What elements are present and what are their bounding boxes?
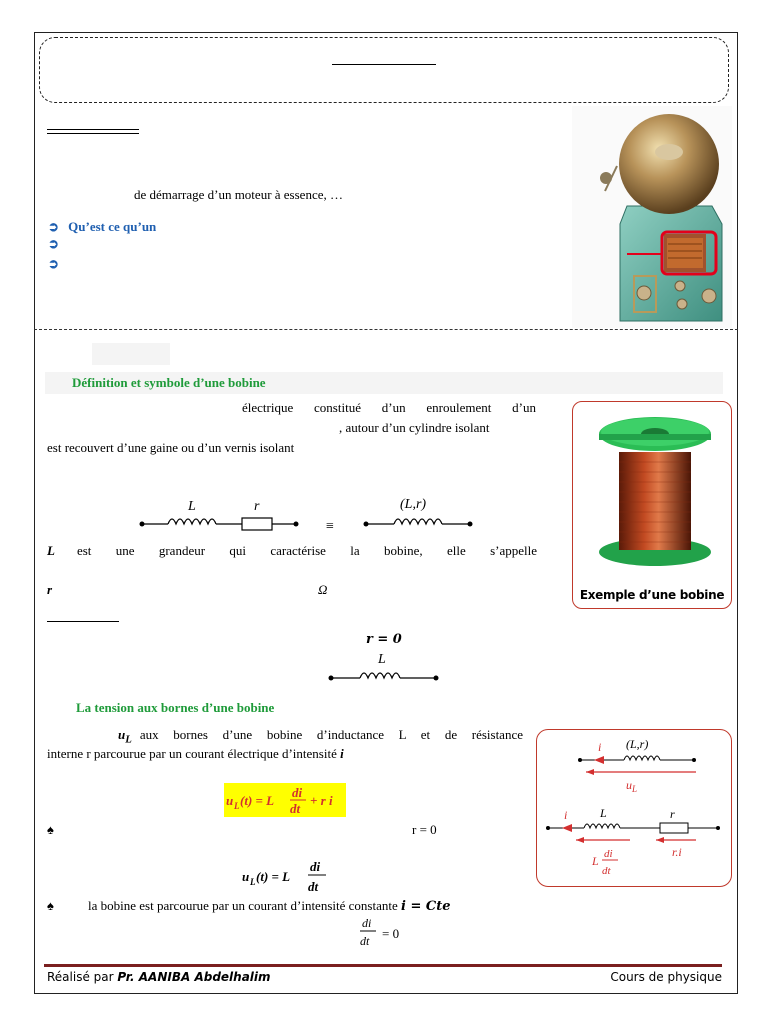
definition-line-2: , autour d’un cylindre isolant: [339, 420, 490, 435]
L-didt-label: L: [592, 854, 599, 868]
voltage-para-line-2: interne r parcourue par un courant électrique d’intensité i: [47, 746, 344, 761]
equivalence-sign: ≡: [326, 519, 334, 534]
coil-photo: [573, 402, 732, 587]
ideal-coil-underline: [47, 621, 119, 622]
L-symbol: L: [47, 543, 55, 558]
circuit-diagram: [536, 729, 732, 887]
svg-text:di: di: [292, 785, 303, 800]
svg-text:di: di: [310, 859, 321, 874]
coil-Lr-label: (L,r): [400, 497, 427, 512]
current-i-label-top: i: [598, 740, 602, 754]
svg-text:u: u: [226, 793, 234, 808]
inductance-line: [47, 543, 537, 558]
bullet-arrow-icon: ➲: [48, 256, 59, 271]
constant-current-text: la bobine est parcourue par un courant d’intensité constante i = Cte: [88, 898, 451, 914]
formula-ideal: [240, 855, 340, 895]
intro-heading-underline: [47, 129, 139, 130]
ideal-coil-symbol: [326, 650, 442, 690]
svg-text:+ r i: + r i: [310, 793, 333, 808]
electric-bell-image: [572, 106, 732, 328]
coil-r-label: r: [254, 499, 260, 514]
bullet-arrow-icon: ➲: [48, 236, 59, 251]
ideal-coil-L-label: L: [378, 652, 386, 667]
footer-course: Cours de physique: [610, 970, 722, 984]
r-symbol: r: [47, 582, 53, 597]
svg-text:L: L: [234, 801, 240, 811]
voltage-heading: La tension aux bornes d’une bobine: [76, 700, 275, 715]
spade-bullet-2: ♠: [47, 898, 54, 913]
svg-text:di: di: [604, 848, 613, 860]
section-title-placeholder: [92, 343, 170, 365]
bullet-arrow-icon: ➲: [48, 219, 59, 234]
svg-text:dt: dt: [290, 801, 301, 816]
current-i-label-bottom: i: [564, 808, 568, 822]
resistor-r-label-circuit: r: [670, 807, 675, 821]
intro-text: de démarrage d’un moteur à essence, …: [134, 187, 343, 202]
didt-zero: [356, 914, 416, 952]
footer-rule: [44, 964, 722, 967]
svg-text:dt: dt: [360, 934, 370, 948]
coil-Lr-label-circuit: (L,r): [626, 737, 649, 751]
coil-L-label-circuit: L: [600, 806, 607, 820]
definition-heading: Définition et symbole d’une bobine: [72, 375, 266, 390]
title-underline: [332, 64, 436, 65]
voltage-para-line-1: $u_L$ aux bornes d’une bobine d’inductance L et de résistance: [118, 727, 523, 746]
coil-L-label: L: [188, 499, 196, 514]
ohm-symbol: Ω: [318, 582, 328, 597]
bullet-1-text: Qu’est ce qu’un: [68, 219, 157, 234]
svg-text:dt: dt: [602, 865, 611, 877]
svg-text:L: L: [250, 877, 256, 887]
uL-symbol: u: [118, 727, 126, 742]
title-box: [39, 37, 729, 103]
didt-equals-zero: = 0: [382, 926, 400, 941]
svg-text:u: u: [242, 869, 250, 884]
intro-bullet-1: [48, 219, 156, 234]
formula-main: [224, 783, 346, 817]
footer-author: Réalisé par Pr. AANIBA Abdelhalim: [47, 970, 271, 984]
intro-heading-underline-2: [47, 133, 139, 134]
spade-bullet-1: ♠: [47, 822, 54, 837]
coil-symbol-diagram: [136, 490, 476, 540]
svg-text:di: di: [362, 916, 372, 930]
svg-text:(t) = L: (t) = L: [240, 793, 275, 808]
definition-line-1: électrique constitué d’un enroulement d’un: [242, 400, 536, 415]
svg-text:dt: dt: [308, 879, 319, 894]
intro-bullet-3: [48, 256, 59, 271]
section-separator: [34, 329, 738, 330]
r-equals-zero: r = 0: [366, 632, 402, 647]
i-constant: i = Cte: [400, 899, 451, 914]
svg-text:(t) = L: (t) = L: [256, 869, 291, 884]
coil-photo-caption: Exemple d’une bobine: [579, 588, 725, 602]
intro-bullet-2: [48, 236, 59, 251]
voltage-para-text-1: aux bornes d’une bobine d’inductance L et de résistance: [139, 727, 523, 742]
definition-line-3: est recouvert d’une gaine ou d’un vernis isolant: [47, 440, 295, 455]
ri-label: r.i: [672, 845, 682, 859]
uL-label-top: $u_L$: [626, 778, 638, 794]
coil-photo-frame: [572, 401, 732, 609]
inductance-text: est une grandeur qui caractérise la bobine, elle s’appelle: [76, 543, 537, 558]
r-equals-zero-condition: r = 0: [412, 822, 437, 837]
